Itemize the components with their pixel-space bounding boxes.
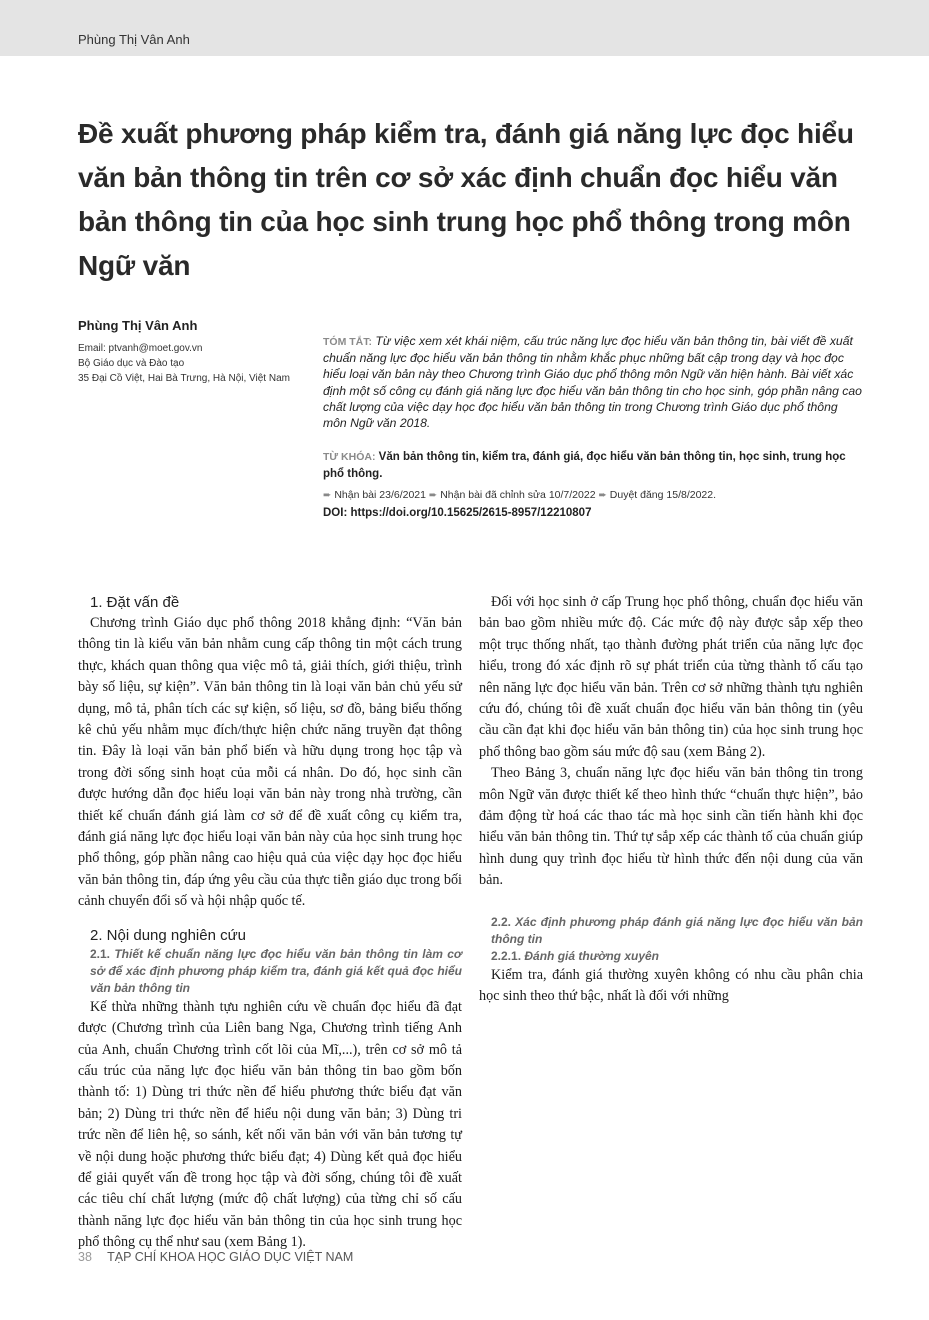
author-name: Phùng Thị Vân Anh (78, 318, 198, 333)
paragraph: Kiểm tra, đánh giá thường xuyên không có nhu cầu phân chia học sinh theo thứ bậc, nhất là đối với những (479, 966, 863, 1005)
section-heading-2: 2. Nội dung nghiên cứu (90, 926, 246, 944)
running-header (0, 0, 929, 56)
keywords-label: TỪ KHÓA: (323, 451, 376, 464)
section-heading-1: 1. Đặt vấn đề (90, 594, 180, 611)
abstract-label: TÓM TẮT: (323, 336, 372, 348)
date-accepted: Duyệt đăng 15/8/2022. (609, 489, 717, 502)
keywords (323, 449, 863, 483)
submission-dates (323, 488, 863, 503)
author-affiliation: Bộ Giáo dục và Đào tạo (78, 358, 185, 369)
subsection-number: 2.1. (90, 946, 111, 961)
subsection-number: 2.2. (491, 914, 512, 929)
date-received: Nhận bài 23/6/2021 (334, 489, 426, 502)
subsection-heading-2-2 (479, 914, 863, 948)
subsection-title: Thiết kế chuẩn năng lực đọc hiểu văn bản thông tin làm cơ sở để xác định phương pháp kiểm tra, đánh giá kết quả đọc hiểu văn bản thông tin (90, 946, 462, 995)
page-number: 38 (78, 1250, 92, 1264)
author-email: Email: ptvanh@moet.gov.vn (78, 343, 203, 354)
paragraph: Đối với học sinh ở cấp Trung học phổ thông, chuẩn đọc hiểu văn bản bao gồm nhiều mức độ. Các mức độ này được sắp xếp theo một trục thống nhất, tạo thành đường phát triển của năng lực đọc hiểu, trong đó xác định rõ sự phát triển của từng thành tố cấu tạo nên năng lực đọc hiểu văn bản. Trên cơ sở những thành tựu nghiên cứu đó, chúng tôi đề xuất chuẩn đọc hiểu văn bản thông tin (yêu cầu cần đạt khi đọc hiểu văn bản thông tin) của học sinh trung học phổ thông bao gồm sáu mức độ sau (xem Bảng 2). (479, 594, 863, 760)
subsection-heading-2-2-1 (479, 948, 863, 965)
author-address: 35 Đại Cồ Việt, Hai Bà Trưng, Hà Nội, Việt Nam (78, 373, 290, 384)
paragraph: Kế thừa những thành tựu nghiên cứu về chuẩn đọc hiểu đã đạt được (Chương trình của Liên bang Nga, Chương trình tiếng Anh của Anh, chuẩn Chương trình cốt lõi của Mĩ,...), trên cơ sở mô tả cấu trúc của năng lực đọc hiểu văn bản thông tin bao gồm bốn thành tố: 1) Dùng tri thức nền để hiểu phương thức biểu đạt văn bản; 2) Dùng tri thức nền để hiểu nội dung văn bản; 3) Dùng tri trức nền để liên hệ, so sánh, kết nối văn bản với văn bản tương tự về nội dung hoặc phương thức biểu đạt; 4) Dùng kết quả đọc hiểu để giải quyết vấn đề trong học tập và đời sống, chúng tôi đề xuất các tiêu chí chất lượng (mức độ chất lượng) của từng chỉ số cấu thành năng lực đọc hiểu văn bản thông tin của học sinh trung học phổ thông cụ thể như sau (xem Bảng 1). (78, 998, 462, 1251)
arrow-right-icon: ➨ (598, 490, 607, 502)
subsection-number: 2.2.1. (491, 948, 522, 963)
author-info (78, 318, 318, 386)
body-column-left (78, 592, 462, 1254)
abstract-text: Từ việc xem xét khái niệm, cấu trúc năng lực đọc hiểu văn bản thông tin, bài viết đề xuất chuẩn năng lực đọc hiểu văn bản thông tin nhằm khắc phục những bất cập trong dạy và học đọc hiểu loại văn bản này theo Chương trình Giáo dục phổ thông môn Ngữ văn hiện hành. Bài viết xác định một số công cụ đánh giá năng lực đọc hiểu văn bản thông tin cho học sinh, góp phần nâng cao chất lượng của việc dạy học đọc hiểu văn bản thông tin trong Chương trình Giáo dục phổ thông môn Ngữ văn 2018. (323, 334, 862, 431)
abstract (323, 333, 863, 431)
journal-name: TẠP CHÍ KHOA HỌC GIÁO DỤC VIỆT NAM (107, 1250, 354, 1264)
article-title: Đề xuất phương pháp kiểm tra, đánh giá năng lực đọc hiểu văn bản thông tin trên cơ sở xác định chuẩn đọc hiểu văn bản thông tin của học sinh trung học phổ thông trong môn Ngữ văn (78, 118, 854, 281)
body-column-right (479, 592, 863, 1008)
subsection-title: Xác định phương pháp đánh giá năng lực đọc hiểu văn bản thông tin (491, 914, 863, 946)
arrow-right-icon: ➨ (323, 490, 332, 502)
paragraph: Theo Bảng 3, chuẩn năng lực đọc hiểu văn bản thông tin trong môn Ngữ văn được thiết kế theo hình thức “chuẩn thực hiện”, bảo đảm động từ hoá các thao tác mà học sinh cần tiến hành khi đọc hiểu văn bản thông tin. Thứ tự sắp xếp các thành tố của chuẩn giúp hình dung quy trình đọc hiểu từ hình thức đến nội dung của văn bản. (479, 765, 863, 889)
arrow-right-icon: ➨ (428, 490, 438, 502)
paragraph: Chương trình Giáo dục phổ thông 2018 khẳng định: “Văn bản thông tin là kiểu văn bản nhằm cung cấp thông tin một cách trung thực, khách quan thông qua việc mô tả, giải thích, giới thiệu, trình bày số liệu, sự kiện”. Văn bản thông tin là loại văn bản chủ yếu sử dụng, mô tả, phân tích các sự kiện, số liệu, sơ đồ, bảng biểu thống kê chủ yếu nhằm mục đích/thực hiện chức năng truyền đạt thông tin. Đây là loại văn bản phổ biến và hữu dụng trong học tập và trong đời sống sinh hoạt của mỗi cá nhân. Do đó, học sinh cần được hướng dẫn đọc hiểu loại văn bản này trong nhà trường, cần thiết kế chuẩn đánh giá làm cơ sở để đề xuất công cụ kiểm tra, đánh giá năng lực đọc hiểu loại văn bản này của học sinh trung học phổ thông, góp phần nâng cao hiệu quả của việc dạy học đọc hiểu văn bản thông tin, đáp ứng yêu cầu của thực tiễn giáo dục trong bối cảnh chuyển đổi số và hội nhập quốc tế. (78, 615, 462, 910)
subsection-title: Đánh giá thường xuyên (524, 948, 660, 963)
subsection-heading-2-1 (78, 946, 462, 997)
abstract-section (323, 333, 863, 519)
running-header-author: Phùng Thị Vân Anh (78, 32, 190, 47)
doi-link[interactable]: DOI: https://doi.org/10.15625/2615-8957/12210807 (323, 507, 592, 520)
page-footer (78, 1250, 353, 1264)
keywords-text: Văn bản thông tin, kiểm tra, đánh giá, đọc hiểu văn bản thông tin, học sinh, trung học phổ thông. (323, 451, 846, 481)
date-revised: Nhận bài đã chỉnh sửa 10/7/2022 (440, 489, 596, 502)
